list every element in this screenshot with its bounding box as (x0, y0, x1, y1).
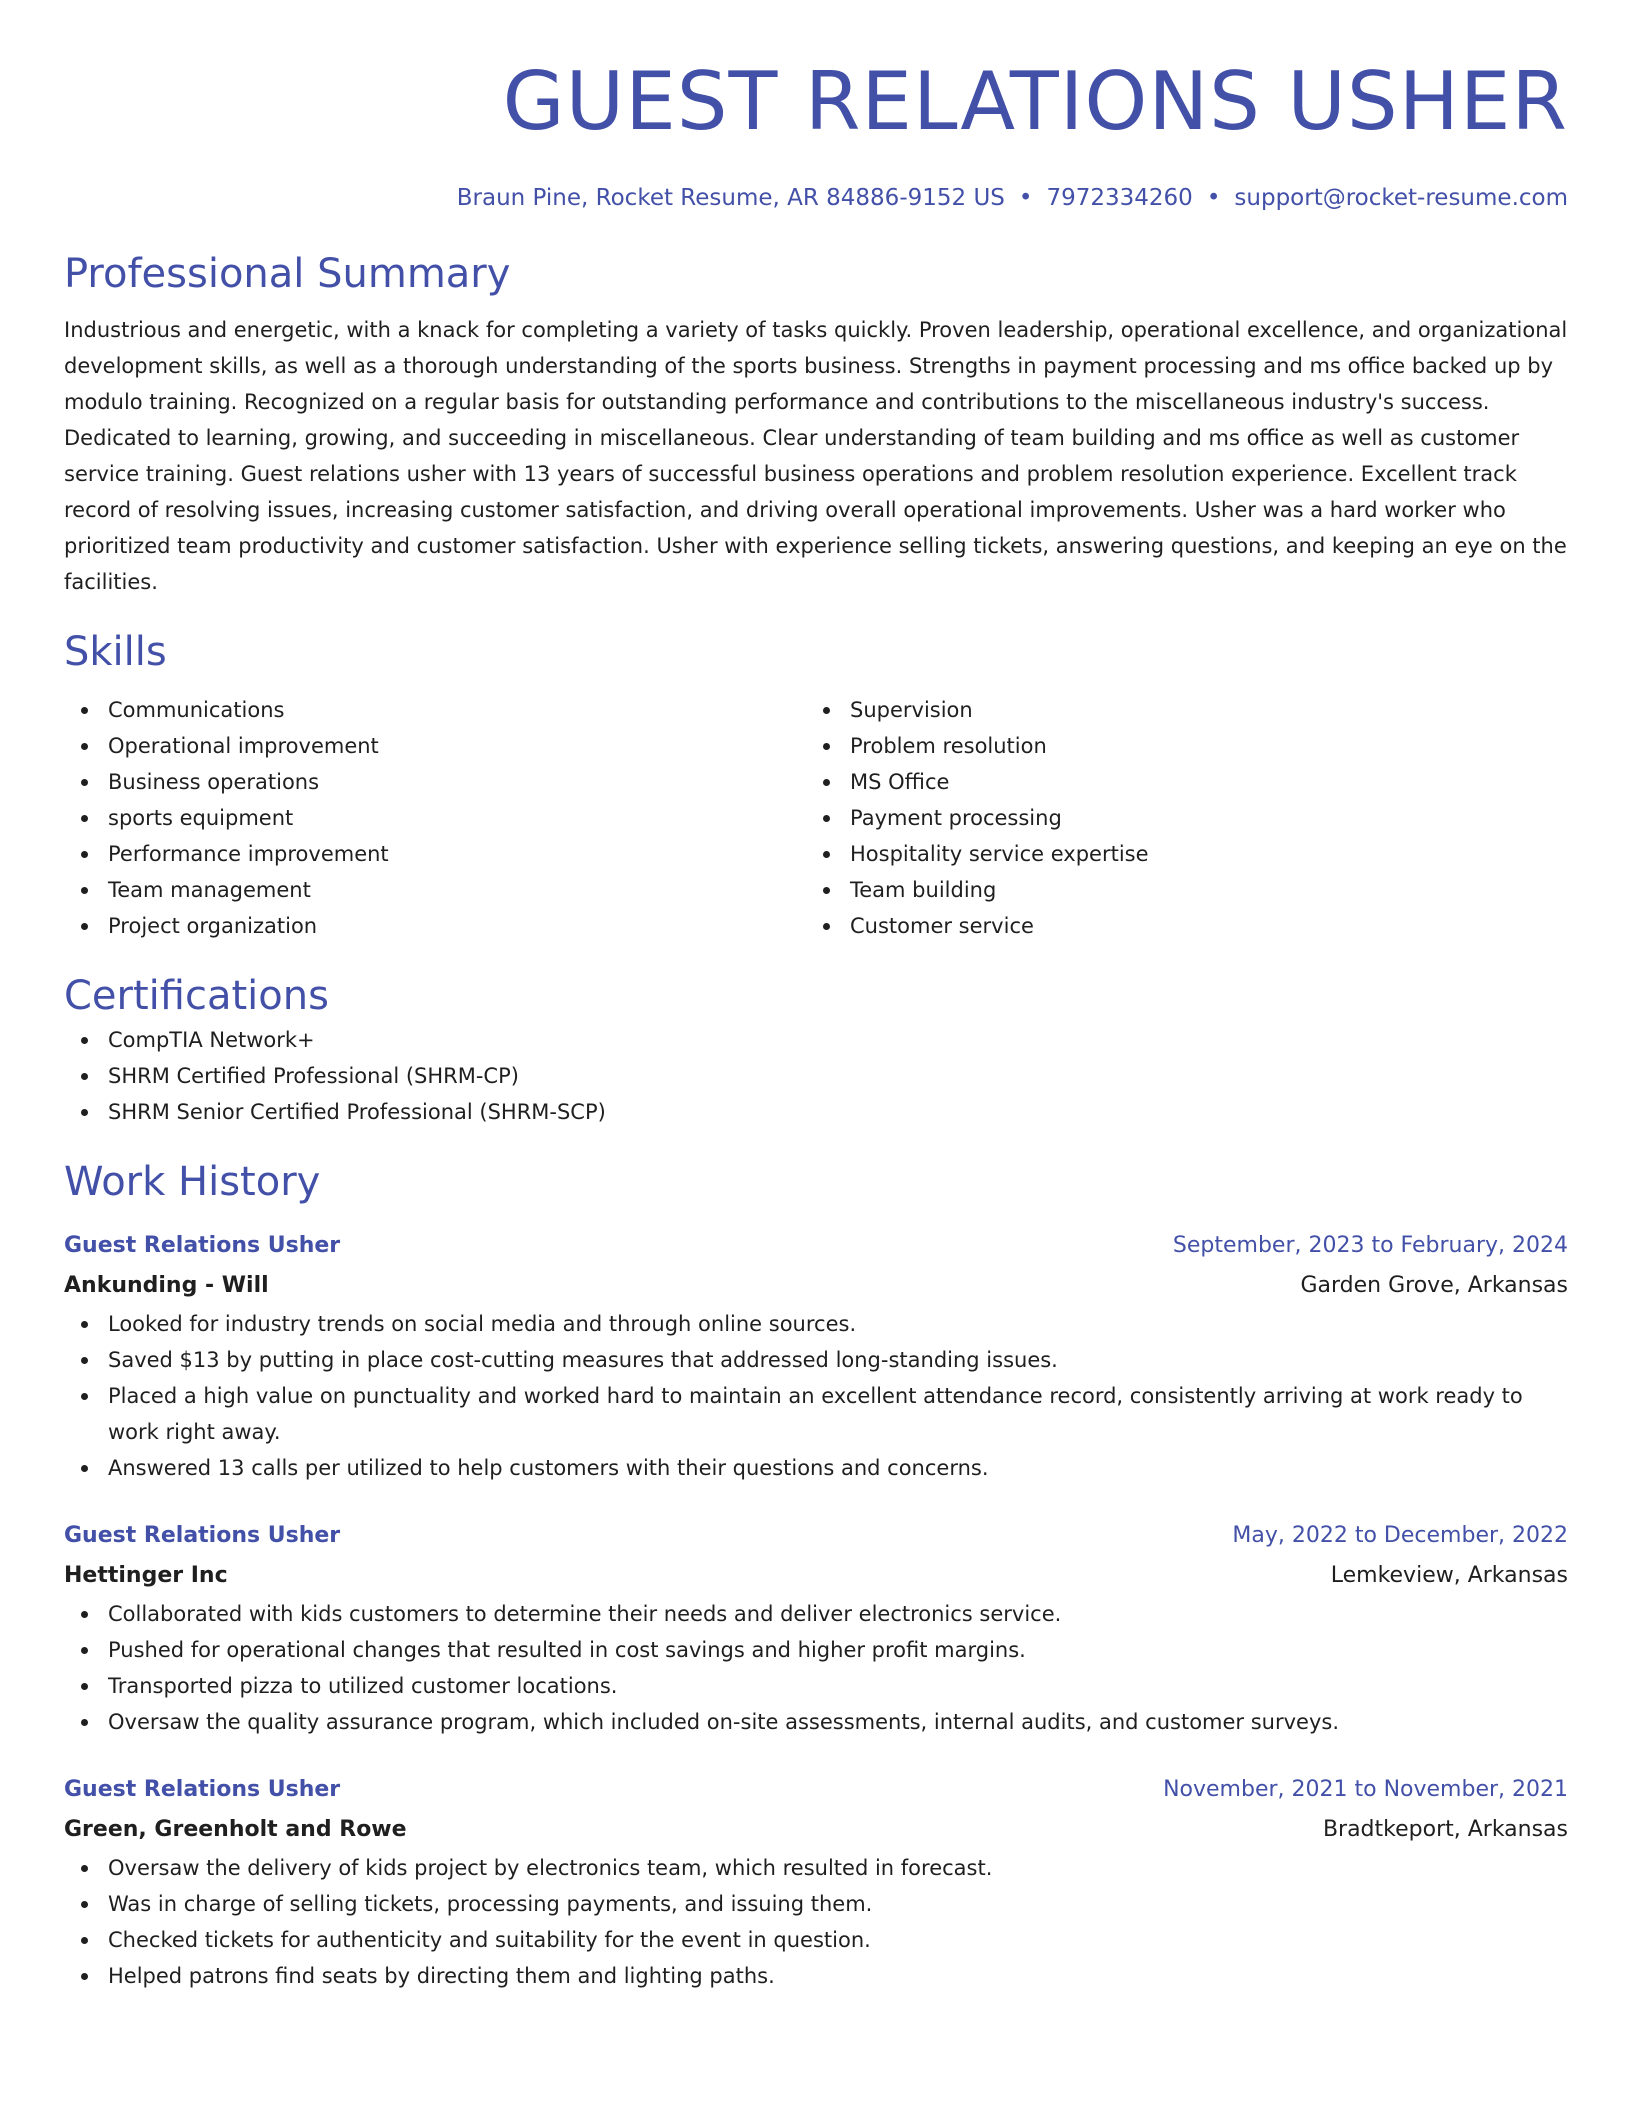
resume-page (64, 0, 1568, 1994)
job-location: Bradtkeport, Arkansas (1322, 1817, 1568, 1842)
job-company-row (64, 1810, 1568, 1850)
summary-text: Industrious and energetic, with a knack for completing a variety of tasks quickly. Proven leadership, operational excellence, and organizational development skills, as well as a thorough understanding of the sports business. Strengths in payment processing and ms office backed up by modulo training. Recognized on a regular basis for outstanding performance and contributions to the miscellaneous industry's success. Dedicated to learning, growing, and succeeding in miscellaneous. Clear understanding of team building and ms office as well as customer service training. Guest relations usher with 13 years of successful business operations and problem resolution experience. Excellent track record of resolving issues, increasing customer satisfaction, and driving overall operational improvements. Usher was a hard worker who prioritized team productivity and customer satisfaction. Usher with experience selling tickets, answering questions, and keeping an eye on the facilities. (64, 318, 1568, 594)
job-location: Garden Grove, Arkansas (1300, 1273, 1568, 1298)
skills-column-right (806, 692, 1548, 944)
skill-item: Payment processing (806, 800, 1548, 836)
job-duties-list (64, 1306, 1568, 1486)
job-title-row (64, 1770, 1568, 1810)
section-heading-certifications: Certifications (64, 973, 329, 1019)
certification-item: SHRM Certified Professional (SHRM-CP) (64, 1058, 1568, 1094)
skill-item: Customer service (806, 908, 1548, 944)
job-duty-item: Transported pizza to utilized customer locations. (64, 1668, 1568, 1704)
job-dates: November, 2021 to November, 2021 (1163, 1777, 1568, 1802)
skill-item: MS Office (806, 764, 1548, 800)
job-duty-item: Was in charge of selling tickets, processing payments, and issuing them. (64, 1886, 1568, 1922)
contact-separator: • (1206, 185, 1221, 211)
skill-item: Performance improvement (64, 836, 806, 872)
job-duty-item: Placed a high value on punctuality and worked hard to maintain an excellent attendance record, consistently arriving at work ready to work right away. (64, 1378, 1568, 1450)
certifications-list (64, 1022, 1568, 1130)
job-entry (64, 1770, 1568, 1994)
certification-item: SHRM Senior Certified Professional (SHRM-SCP) (64, 1094, 1568, 1130)
contact-address: Braun Pine, Rocket Resume, AR 84886-9152 US (456, 185, 1005, 211)
resume-header (64, 0, 1568, 214)
contact-email: support@rocket-resume.com (1234, 185, 1568, 211)
certifications-section (64, 970, 1568, 1130)
job-duty-item: Looked for industry trends on social media and through online sources. (64, 1306, 1568, 1342)
job-duties-list (64, 1850, 1568, 1994)
job-company: Green, Greenholt and Rowe (64, 1817, 407, 1842)
candidate-title: GUEST RELATIONS USHER (502, 55, 1568, 148)
job-entry (64, 1516, 1568, 1740)
skill-item: Hospitality service expertise (806, 836, 1548, 872)
job-duty-item: Pushed for operational changes that resulted in cost savings and higher profit margins. (64, 1632, 1568, 1668)
skill-item: Operational improvement (64, 728, 806, 764)
job-duty-item: Answered 13 calls per utilized to help customers with their questions and concerns. (64, 1450, 1568, 1486)
job-entry (64, 1226, 1568, 1486)
job-duty-item: Checked tickets for authenticity and suitability for the event in question. (64, 1922, 1568, 1958)
section-heading-skills: Skills (64, 629, 167, 675)
skill-item: Project organization (64, 908, 806, 944)
skill-item: Business operations (64, 764, 806, 800)
skills-grid (64, 692, 1568, 944)
section-heading-summary: Professional Summary (64, 251, 511, 297)
job-duty-item: Helped patrons find seats by directing them and lighting paths. (64, 1958, 1568, 1994)
job-title-row (64, 1226, 1568, 1266)
job-dates: May, 2022 to December, 2022 (1232, 1523, 1568, 1548)
skill-item: Problem resolution (806, 728, 1548, 764)
skill-item: sports equipment (64, 800, 806, 836)
skill-item: Team building (806, 872, 1548, 908)
job-location: Lemkeview, Arkansas (1330, 1563, 1568, 1588)
job-company: Hettinger Inc (64, 1563, 228, 1588)
contact-line (64, 182, 1568, 214)
skills-column-left (64, 692, 806, 944)
section-heading-work-history: Work History (64, 1159, 321, 1205)
skills-section (64, 626, 1568, 944)
professional-summary-section (64, 248, 1568, 600)
skill-item: Team management (64, 872, 806, 908)
job-duty-item: Collaborated with kids customers to determine their needs and deliver electronics service. (64, 1596, 1568, 1632)
work-history-section (64, 1156, 1568, 1994)
contact-phone: 7972334260 (1046, 185, 1193, 211)
skill-item: Supervision (806, 692, 1548, 728)
job-duty-item: Saved $13 by putting in place cost-cutting measures that addressed long-standing issues. (64, 1342, 1568, 1378)
certification-item: CompTIA Network+ (64, 1022, 1568, 1058)
contact-separator: • (1018, 185, 1033, 211)
job-title-row (64, 1516, 1568, 1556)
job-duties-list (64, 1596, 1568, 1740)
job-title: Guest Relations Usher (64, 1523, 341, 1548)
job-company-row (64, 1556, 1568, 1596)
skill-item: Communications (64, 692, 806, 728)
job-company: Ankunding - Will (64, 1273, 269, 1298)
job-title: Guest Relations Usher (64, 1777, 341, 1802)
job-duty-item: Oversaw the delivery of kids project by electronics team, which resulted in forecast. (64, 1850, 1568, 1886)
job-company-row (64, 1266, 1568, 1306)
job-duty-item: Oversaw the quality assurance program, which included on-site assessments, internal audits, and customer surveys. (64, 1704, 1568, 1740)
job-title: Guest Relations Usher (64, 1233, 341, 1258)
job-dates: September, 2023 to February, 2024 (1172, 1233, 1568, 1258)
